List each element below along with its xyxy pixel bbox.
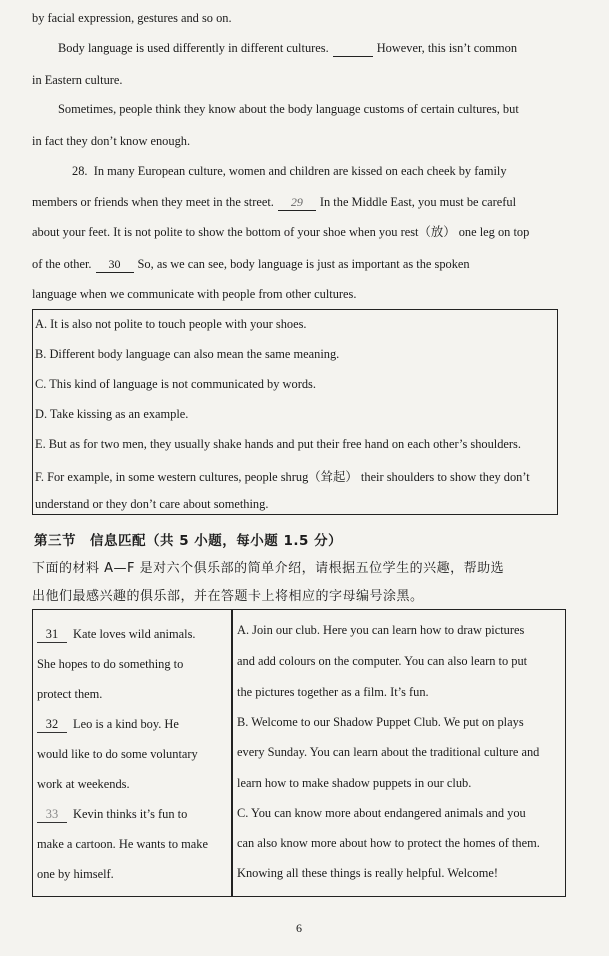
question-number: 28. (72, 164, 88, 178)
passage-line (32, 194, 516, 211)
student-32 (37, 717, 179, 733)
student-text: would like to do some voluntary (37, 747, 198, 761)
passage-text: Body language is used differently in different cultures. (58, 41, 329, 55)
passage-line (32, 256, 470, 273)
passage-text: However, this isn’t common (376, 41, 518, 55)
option-f: F. For example, in some western cultures, people shrug（耸起） their shoulders to show they don’t (35, 470, 530, 484)
passage-line: about your feet. It is not polite to show the bottom of your shoe when you rest（放） one leg on top (32, 225, 530, 239)
section-instruction: 出他们最感兴趣的俱乐部，并在答题卡上将相应的字母编号涂黑。 (32, 589, 424, 604)
table-divider (231, 610, 233, 896)
student-text: Leo is a kind boy. He (73, 717, 179, 731)
club-text: learn how to make shadow puppets in our club. (237, 776, 472, 790)
options-box (32, 309, 558, 515)
club-text: can also know more about how to protect the homes of them. (237, 836, 540, 850)
matching-table (32, 609, 566, 897)
passage-line: by facial expression, gestures and so on. (32, 11, 232, 25)
club-text: the pictures together as a film. It’s fun. (237, 685, 429, 699)
club-text: every Sunday. You can learn about the traditional culture and (237, 745, 540, 759)
answer-blank-32: 32 (37, 717, 67, 733)
passage-line: in Eastern culture. (32, 73, 123, 87)
passage-text: In the Middle East, you must be careful (319, 195, 517, 209)
club-a: A. Join our club. Here you can learn how to draw pictures (237, 623, 525, 637)
student-text: Kate loves wild animals. (73, 627, 196, 641)
passage-text: So, as we can see, body language is just as important as the spoken (137, 257, 470, 271)
club-c: C. You can know more about endangered animals and you (237, 806, 526, 820)
club-b: B. Welcome to our Shadow Puppet Club. We put on plays (237, 715, 524, 729)
option-f-continued: understand or they don’t care about something. (35, 497, 269, 511)
option-e: E. But as for two men, they usually shake hands and put their free hand on each other’s shoulders. (35, 437, 521, 451)
answer-blank-33: 33 (37, 807, 67, 823)
passage-text: In many European culture, women and children are kissed on each cheek by family (93, 164, 507, 178)
student-33 (37, 807, 187, 823)
option-d: D. Take kissing as an example. (35, 407, 189, 421)
passage-line: in fact they don’t know enough. (32, 134, 191, 148)
passage-text: of the other. (32, 257, 92, 271)
answer-blank-29: 29 (278, 194, 316, 211)
student-text: work at weekends. (37, 777, 130, 791)
answer-blank-31: 31 (37, 627, 67, 643)
section-instruction: 下面的材料 A—F 是对六个俱乐部的简单介绍，请根据五位学生的兴趣，帮助选 (32, 561, 505, 576)
section-heading: 第三节 信息匹配（共 5 小题，每小题 1.5 分） (34, 533, 343, 549)
student-31 (37, 627, 196, 643)
student-text: make a cartoon. He wants to make (37, 837, 208, 851)
club-text: Knowing all these things is really helpful. Welcome! (237, 866, 498, 880)
student-text: Kevin thinks it’s fun to (73, 807, 188, 821)
option-c: C. This kind of language is not communicated by words. (35, 377, 316, 391)
club-text: and add colours on the computer. You can also learn to put (237, 654, 528, 668)
answer-blank (333, 40, 373, 57)
passage-text: members or friends when they meet in the street. (32, 195, 274, 209)
option-b: B. Different body language can also mean the same meaning. (35, 347, 340, 361)
student-text: She hopes to do something to (37, 657, 184, 671)
passage-line (58, 40, 517, 57)
passage-line: Sometimes, people think they know about the body language customs of certain cultures, but (58, 102, 519, 116)
page-number: 6 (296, 921, 302, 935)
answer-blank-30: 30 (96, 256, 134, 273)
option-a: A. It is also not polite to touch people with your shoes. (35, 317, 307, 331)
passage-line: language when we communicate with people from other cultures. (32, 287, 357, 301)
student-text: one by himself. (37, 867, 114, 881)
passage-line (72, 163, 507, 179)
student-text: protect them. (37, 687, 103, 701)
